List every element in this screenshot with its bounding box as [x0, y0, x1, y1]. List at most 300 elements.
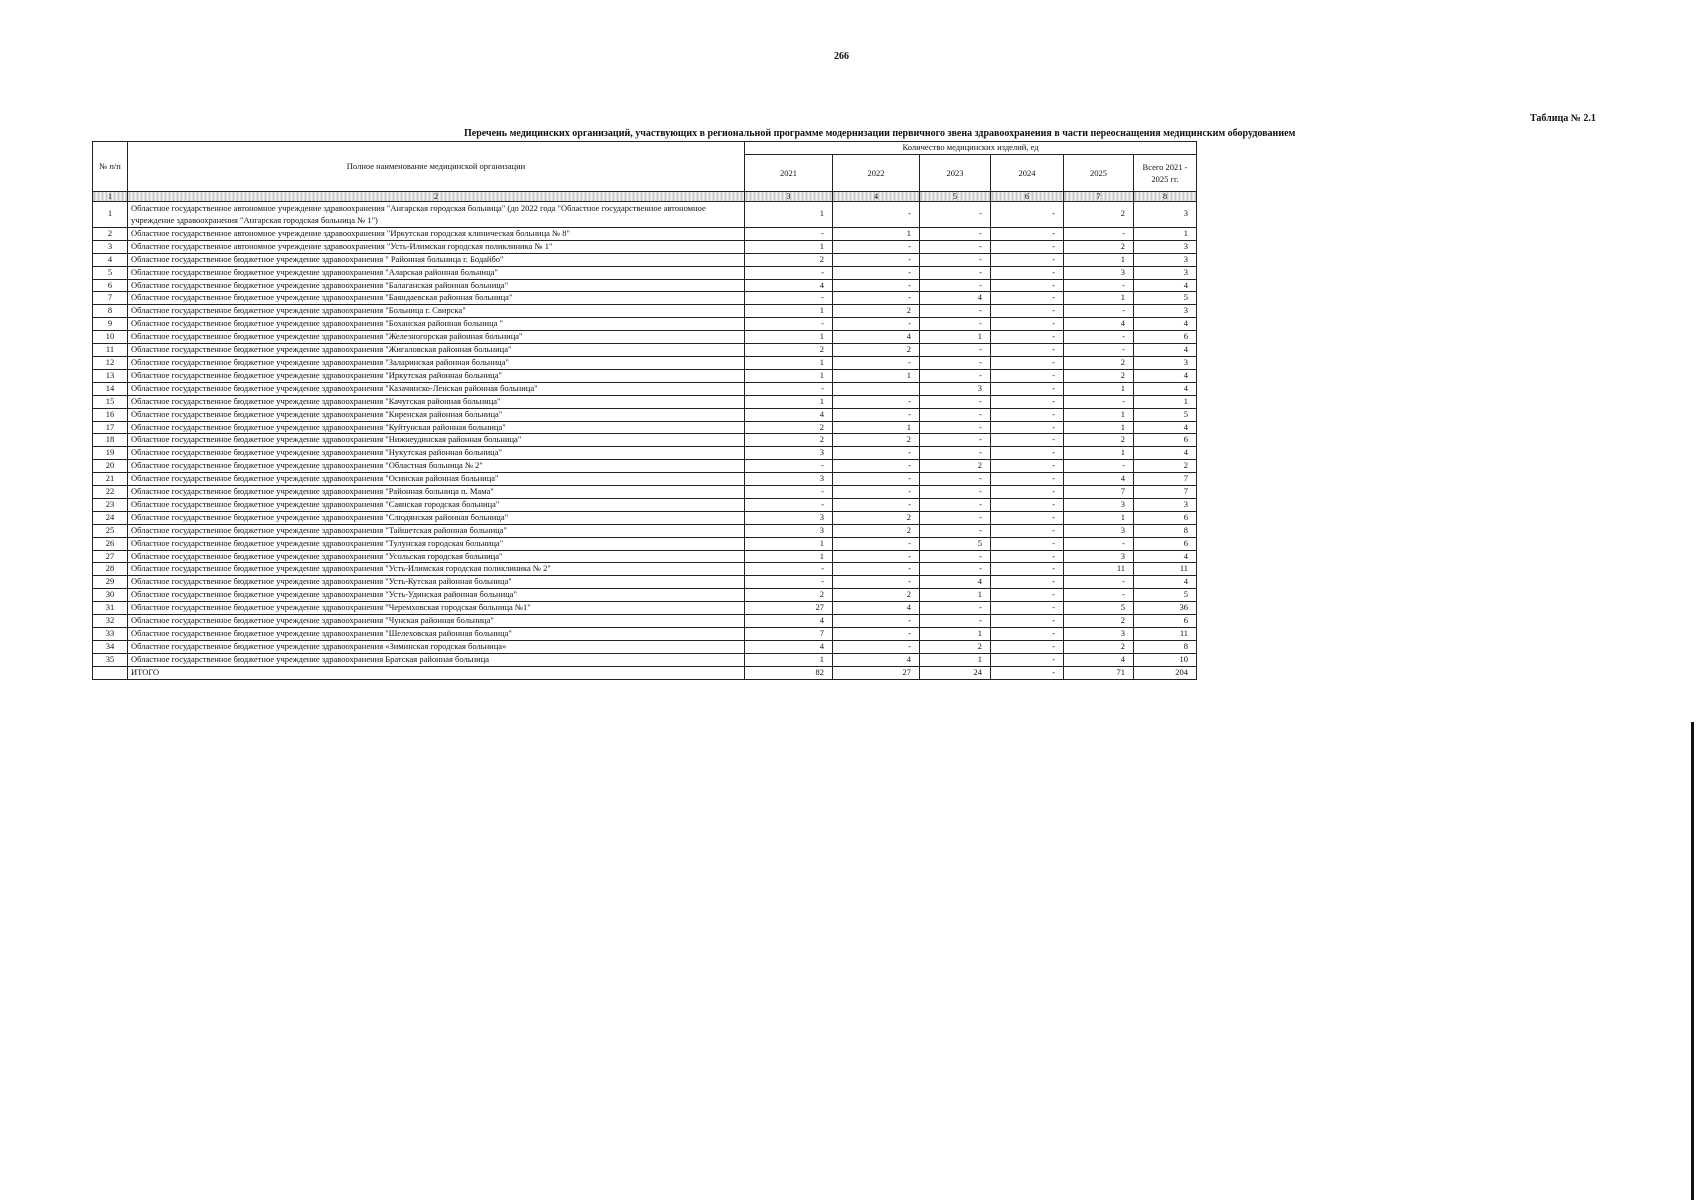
quantity-cell: 3: [1134, 240, 1197, 253]
table-row: [93, 331, 1197, 344]
row-number: 1: [93, 201, 128, 227]
quantity-cell: 1: [833, 421, 920, 434]
quantity-cell: 3: [745, 511, 833, 524]
total-value: 204: [1134, 666, 1197, 679]
quantity-cell: -: [920, 421, 991, 434]
table-row: [93, 589, 1197, 602]
quantity-cell: -: [745, 576, 833, 589]
quantity-cell: 3: [1064, 628, 1134, 641]
quantity-cell: -: [833, 240, 920, 253]
quantity-cell: 4: [920, 292, 991, 305]
quantity-cell: -: [991, 615, 1064, 628]
quantity-cell: 2: [1064, 434, 1134, 447]
total-value: 82: [745, 666, 833, 679]
quantity-cell: 2: [1064, 356, 1134, 369]
table-row: [93, 447, 1197, 460]
row-number: 29: [93, 576, 128, 589]
organization-name: Областное государственное бюджетное учреждение здравоохранения " Районная больница г. Бодайбо": [128, 253, 745, 266]
row-number: 5: [93, 266, 128, 279]
organization-name: Областное государственное бюджетное учреждение здравоохранения "Тулунская городская больница": [128, 537, 745, 550]
quantity-cell: 3: [1064, 550, 1134, 563]
quantity-cell: -: [833, 640, 920, 653]
total-row: [93, 666, 1197, 679]
quantity-cell: 5: [1134, 408, 1197, 421]
quantity-cell: -: [920, 498, 991, 511]
quantity-cell: -: [991, 498, 1064, 511]
quantity-cell: -: [745, 292, 833, 305]
quantity-cell: -: [991, 240, 1064, 253]
table-row: [93, 640, 1197, 653]
quantity-cell: -: [1064, 305, 1134, 318]
quantity-cell: -: [1064, 537, 1134, 550]
header-year: 2022: [833, 154, 920, 191]
table-row: [93, 227, 1197, 240]
quantity-cell: -: [920, 486, 991, 499]
organization-name: Областное государственное бюджетное учреждение здравоохранения "Иркутская районная больница": [128, 369, 745, 382]
quantity-cell: 1: [745, 537, 833, 550]
quantity-cell: 10: [1134, 653, 1197, 666]
row-number: 34: [93, 640, 128, 653]
organization-name: Областное государственное бюджетное учреждение здравоохранения «Зиминская городская больница»: [128, 640, 745, 653]
quantity-cell: 2: [1064, 240, 1134, 253]
quantity-cell: -: [991, 628, 1064, 641]
table-row: [93, 382, 1197, 395]
quantity-cell: 11: [1134, 563, 1197, 576]
quantity-cell: 4: [1064, 318, 1134, 331]
quantity-cell: -: [991, 408, 1064, 421]
header-year: 2023: [920, 154, 991, 191]
table-row: [93, 279, 1197, 292]
quantity-cell: -: [920, 318, 991, 331]
quantity-cell: -: [745, 227, 833, 240]
quantity-cell: 6: [1134, 615, 1197, 628]
quantity-cell: 2: [1064, 615, 1134, 628]
quantity-cell: -: [991, 227, 1064, 240]
row-number: 12: [93, 356, 128, 369]
quantity-cell: 2: [920, 640, 991, 653]
table-row: [93, 356, 1197, 369]
quantity-cell: 4: [745, 615, 833, 628]
table-row: [93, 511, 1197, 524]
quantity-cell: -: [833, 460, 920, 473]
quantity-cell: -: [991, 318, 1064, 331]
column-index: 2: [128, 191, 745, 201]
organization-name: Областное государственное бюджетное учреждение здравоохранения "Шелеховская районная больница": [128, 628, 745, 641]
quantity-cell: -: [833, 395, 920, 408]
table-row: [93, 615, 1197, 628]
organization-name: Областное государственное бюджетное учреждение здравоохранения "Осинская районная больница": [128, 473, 745, 486]
total-num-cell: [93, 666, 128, 679]
table-row: [93, 201, 1197, 227]
quantity-cell: -: [920, 240, 991, 253]
quantity-cell: 1: [1134, 227, 1197, 240]
row-number: 24: [93, 511, 128, 524]
row-number: 18: [93, 434, 128, 447]
quantity-cell: 1: [920, 589, 991, 602]
organization-name: Областное государственное бюджетное учреждение здравоохранения "Железногорская районная больница": [128, 331, 745, 344]
quantity-cell: -: [991, 537, 1064, 550]
row-number: 11: [93, 344, 128, 357]
quantity-cell: 2: [833, 344, 920, 357]
quantity-cell: 3: [1134, 356, 1197, 369]
quantity-cell: -: [920, 602, 991, 615]
organization-name: Областное государственное бюджетное учреждение здравоохранения "Усть-Кутская районная больница": [128, 576, 745, 589]
quantity-cell: -: [991, 292, 1064, 305]
quantity-cell: 5: [1064, 602, 1134, 615]
quantity-cell: -: [991, 344, 1064, 357]
quantity-cell: -: [920, 227, 991, 240]
table-row: [93, 486, 1197, 499]
quantity-cell: 1: [745, 369, 833, 382]
quantity-cell: -: [1064, 395, 1134, 408]
quantity-cell: 4: [833, 602, 920, 615]
quantity-cell: -: [745, 498, 833, 511]
row-number: 10: [93, 331, 128, 344]
quantity-cell: 2: [833, 434, 920, 447]
quantity-cell: -: [833, 292, 920, 305]
quantity-cell: 4: [745, 408, 833, 421]
header-group: Количество медицинских изделий, ед: [745, 142, 1197, 155]
quantity-cell: 4: [1134, 447, 1197, 460]
quantity-cell: 6: [1134, 331, 1197, 344]
organization-name: Областное государственное автономное учреждение здравоохранения "Усть-Илимская городская поликлиника № 1": [128, 240, 745, 253]
total-label: ИТОГО: [128, 666, 745, 679]
organization-name: Областное государственное бюджетное учреждение здравоохранения "Чунская районная больница": [128, 615, 745, 628]
quantity-cell: 5: [1134, 589, 1197, 602]
quantity-cell: 7: [1064, 486, 1134, 499]
quantity-cell: 4: [1134, 382, 1197, 395]
quantity-cell: 1: [1064, 292, 1134, 305]
organization-name: Областное государственное бюджетное учреждение здравоохранения "Нижнеудинская районная больница": [128, 434, 745, 447]
quantity-cell: [833, 382, 920, 395]
quantity-cell: -: [920, 408, 991, 421]
quantity-cell: 2: [920, 460, 991, 473]
quantity-cell: -: [833, 563, 920, 576]
row-number: 26: [93, 537, 128, 550]
quantity-cell: 1: [1134, 395, 1197, 408]
quantity-cell: -: [833, 628, 920, 641]
quantity-cell: 1: [745, 240, 833, 253]
quantity-cell: 2: [833, 589, 920, 602]
quantity-cell: -: [991, 434, 1064, 447]
quantity-cell: -: [745, 382, 833, 395]
quantity-cell: -: [920, 201, 991, 227]
row-number: 27: [93, 550, 128, 563]
quantity-cell: 1: [745, 356, 833, 369]
quantity-cell: -: [920, 473, 991, 486]
quantity-cell: 1: [745, 653, 833, 666]
quantity-cell: -: [1064, 344, 1134, 357]
quantity-cell: -: [745, 563, 833, 576]
table-row: [93, 369, 1197, 382]
quantity-cell: 4: [1134, 344, 1197, 357]
table-row: [93, 460, 1197, 473]
quantity-cell: -: [920, 279, 991, 292]
quantity-cell: 1: [745, 201, 833, 227]
quantity-cell: 3: [745, 447, 833, 460]
quantity-cell: -: [991, 447, 1064, 460]
quantity-cell: 1: [1064, 447, 1134, 460]
quantity-cell: -: [1064, 279, 1134, 292]
organization-name: Областное государственное бюджетное учреждение здравоохранения "Районная больница п. Мама": [128, 486, 745, 499]
quantity-cell: -: [991, 640, 1064, 653]
row-number: 7: [93, 292, 128, 305]
table-row: [93, 240, 1197, 253]
quantity-cell: 1: [1064, 511, 1134, 524]
total-value: 24: [920, 666, 991, 679]
organization-name: Областное государственное бюджетное учреждение здравоохранения "Киренская районная больница": [128, 408, 745, 421]
quantity-cell: 8: [1134, 524, 1197, 537]
quantity-cell: -: [991, 602, 1064, 615]
row-number: 30: [93, 589, 128, 602]
quantity-cell: -: [745, 460, 833, 473]
quantity-cell: -: [833, 473, 920, 486]
quantity-cell: 2: [833, 524, 920, 537]
quantity-cell: -: [991, 382, 1064, 395]
header-year: 2025: [1064, 154, 1134, 191]
table-row: [93, 395, 1197, 408]
quantity-cell: -: [991, 511, 1064, 524]
organization-name: Областное государственное бюджетное учреждение здравоохранения "Слюдянская районная больница": [128, 511, 745, 524]
quantity-cell: -: [833, 447, 920, 460]
quantity-cell: 4: [1134, 550, 1197, 563]
quantity-cell: -: [991, 253, 1064, 266]
quantity-cell: -: [833, 253, 920, 266]
quantity-cell: -: [991, 305, 1064, 318]
quantity-cell: -: [920, 563, 991, 576]
row-number: 19: [93, 447, 128, 460]
table-row: [93, 344, 1197, 357]
quantity-cell: -: [1064, 589, 1134, 602]
header-year: 2021: [745, 154, 833, 191]
table-row: [93, 305, 1197, 318]
quantity-cell: 27: [745, 602, 833, 615]
quantity-cell: -: [920, 253, 991, 266]
quantity-cell: -: [920, 511, 991, 524]
organization-name: Областное государственное бюджетное учреждение здравоохранения "Тайшетская районная больница": [128, 524, 745, 537]
column-index: 1: [93, 191, 128, 201]
scan-edge-mark: [1691, 722, 1694, 1200]
quantity-cell: 3: [1134, 253, 1197, 266]
quantity-cell: -: [833, 576, 920, 589]
table-row: [93, 653, 1197, 666]
table-row: [93, 524, 1197, 537]
table-row: [93, 550, 1197, 563]
quantity-cell: 6: [1134, 511, 1197, 524]
quantity-cell: -: [920, 550, 991, 563]
row-number: 32: [93, 615, 128, 628]
organization-name: Областное государственное бюджетное учреждение здравоохранения "Качугская районная больница": [128, 395, 745, 408]
quantity-cell: -: [991, 201, 1064, 227]
quantity-cell: 1: [745, 305, 833, 318]
organization-name: Областное государственное бюджетное учреждение здравоохранения "Жигаловская районная больница": [128, 344, 745, 357]
row-number: 16: [93, 408, 128, 421]
quantity-cell: -: [991, 589, 1064, 602]
quantity-cell: 4: [1064, 473, 1134, 486]
table-title: Перечень медицинских организаций, участвующих в региональной программе модернизации первичного звена здравоохранения в части переоснащения медицинским оборудованием: [464, 128, 1296, 139]
total-value: 27: [833, 666, 920, 679]
table-row: [93, 318, 1197, 331]
quantity-cell: 3: [1134, 305, 1197, 318]
quantity-cell: 2: [1064, 369, 1134, 382]
quantity-cell: -: [991, 331, 1064, 344]
quantity-cell: -: [991, 266, 1064, 279]
table-row: [93, 628, 1197, 641]
header-name: Полное наименование медицинской организации: [128, 142, 745, 192]
table-row: [93, 498, 1197, 511]
quantity-cell: 2: [1064, 201, 1134, 227]
quantity-cell: -: [991, 524, 1064, 537]
quantity-cell: -: [833, 408, 920, 421]
organization-name: Областное государственное бюджетное учреждение здравоохранения "Аларская районная больница": [128, 266, 745, 279]
column-index: 7: [1064, 191, 1134, 201]
organization-name: Областное государственное бюджетное учреждение здравоохранения "Черемховская городская больница №1": [128, 602, 745, 615]
quantity-cell: 4: [1134, 576, 1197, 589]
quantity-cell: -: [991, 576, 1064, 589]
table-row: [93, 602, 1197, 615]
row-number: 22: [93, 486, 128, 499]
quantity-cell: 3: [1064, 498, 1134, 511]
row-number: 25: [93, 524, 128, 537]
table-row: [93, 253, 1197, 266]
quantity-cell: 1: [1064, 421, 1134, 434]
quantity-cell: -: [1064, 331, 1134, 344]
quantity-cell: 1: [1064, 382, 1134, 395]
quantity-cell: -: [991, 550, 1064, 563]
quantity-cell: -: [991, 460, 1064, 473]
quantity-cell: 2: [745, 421, 833, 434]
quantity-cell: -: [920, 266, 991, 279]
quantity-cell: 2: [745, 344, 833, 357]
quantity-cell: 1: [1064, 408, 1134, 421]
quantity-cell: 2: [833, 305, 920, 318]
organization-name: Областное государственное бюджетное учреждение здравоохранения "Саянская городская больница": [128, 498, 745, 511]
quantity-cell: -: [833, 318, 920, 331]
quantity-cell: 7: [1134, 486, 1197, 499]
quantity-cell: 4: [1064, 653, 1134, 666]
quantity-cell: 2: [833, 511, 920, 524]
quantity-cell: 2: [745, 589, 833, 602]
organization-name: Областное государственное бюджетное учреждение здравоохранения "Больница г. Свирска": [128, 305, 745, 318]
quantity-cell: 3: [1064, 266, 1134, 279]
quantity-cell: -: [991, 395, 1064, 408]
quantity-cell: -: [745, 318, 833, 331]
quantity-cell: 2: [745, 434, 833, 447]
organization-name: Областное государственное бюджетное учреждение здравоохранения "Усольская городская больница": [128, 550, 745, 563]
row-number: 8: [93, 305, 128, 318]
quantity-cell: 4: [920, 576, 991, 589]
quantity-cell: 3: [745, 524, 833, 537]
row-number: 4: [93, 253, 128, 266]
quantity-cell: -: [920, 434, 991, 447]
quantity-cell: 4: [1134, 369, 1197, 382]
quantity-cell: 1: [745, 550, 833, 563]
table-row: [93, 434, 1197, 447]
quantity-cell: 3: [920, 382, 991, 395]
organization-name: Областное государственное бюджетное учреждение здравоохранения "Усть-Удинская районная больница": [128, 589, 745, 602]
table-row: [93, 421, 1197, 434]
quantity-cell: 4: [833, 653, 920, 666]
row-number: 3: [93, 240, 128, 253]
organization-name: Областное государственное бюджетное учреждение здравоохранения Братская районная больница: [128, 653, 745, 666]
quantity-cell: 1: [833, 369, 920, 382]
quantity-cell: -: [833, 550, 920, 563]
row-number: 2: [93, 227, 128, 240]
quantity-cell: -: [920, 356, 991, 369]
quantity-cell: -: [1064, 460, 1134, 473]
quantity-cell: 8: [1134, 640, 1197, 653]
quantity-cell: 3: [1134, 266, 1197, 279]
quantity-cell: 1: [1064, 253, 1134, 266]
organization-name: Областное государственное бюджетное учреждение здравоохранения "Казачинско-Ленская районная больница": [128, 382, 745, 395]
organization-name: Областное государственное автономное учреждение здравоохранения "Ангарская городская больница" (до 2022 года "Областное государственное автономное учреждение здравоохранения "Ангарская городская больница № 1"): [128, 201, 745, 227]
quantity-cell: 4: [1134, 318, 1197, 331]
quantity-cell: -: [920, 524, 991, 537]
organization-name: Областное государственное бюджетное учреждение здравоохранения "Заларинская районная больница": [128, 356, 745, 369]
quantity-cell: 2: [745, 253, 833, 266]
quantity-cell: 7: [1134, 473, 1197, 486]
quantity-cell: -: [991, 369, 1064, 382]
quantity-cell: 1: [745, 331, 833, 344]
quantity-cell: -: [991, 563, 1064, 576]
quantity-cell: 1: [745, 395, 833, 408]
quantity-cell: 4: [745, 279, 833, 292]
total-value: -: [991, 666, 1064, 679]
row-number: 14: [93, 382, 128, 395]
organization-name: Областное государственное бюджетное учреждение здравоохранения "Усть-Илимская городская поликлиника № 2": [128, 563, 745, 576]
quantity-cell: 3: [1064, 524, 1134, 537]
row-number: 31: [93, 602, 128, 615]
quantity-cell: 3: [1134, 498, 1197, 511]
quantity-cell: -: [833, 486, 920, 499]
quantity-cell: -: [920, 395, 991, 408]
table-row: [93, 576, 1197, 589]
organization-name: Областное государственное автономное учреждение здравоохранения "Иркутская городская клиническая больница № 8": [128, 227, 745, 240]
quantity-cell: 1: [920, 653, 991, 666]
row-number: 20: [93, 460, 128, 473]
column-index: 3: [745, 191, 833, 201]
quantity-cell: 4: [1134, 421, 1197, 434]
row-number: 35: [93, 653, 128, 666]
table-label: Таблица № 2.1: [1530, 113, 1596, 124]
quantity-cell: -: [920, 447, 991, 460]
quantity-cell: -: [991, 473, 1064, 486]
table-row: [93, 292, 1197, 305]
quantity-cell: 5: [1134, 292, 1197, 305]
quantity-cell: 4: [745, 640, 833, 653]
row-number: 9: [93, 318, 128, 331]
table-body: [93, 201, 1197, 679]
quantity-cell: 2: [1064, 640, 1134, 653]
quantity-cell: -: [833, 356, 920, 369]
quantity-cell: -: [920, 305, 991, 318]
quantity-cell: -: [991, 279, 1064, 292]
quantity-cell: -: [920, 344, 991, 357]
quantity-cell: 6: [1134, 434, 1197, 447]
quantity-cell: 2: [1134, 460, 1197, 473]
quantity-cell: -: [833, 279, 920, 292]
quantity-cell: -: [991, 356, 1064, 369]
organization-name: Областное государственное бюджетное учреждение здравоохранения "Областная больница № 2": [128, 460, 745, 473]
organization-name: Областное государственное бюджетное учреждение здравоохранения "Балаганская районная больница": [128, 279, 745, 292]
quantity-cell: 3: [1134, 201, 1197, 227]
header-total: Всего 2021 - 2025 гг.: [1134, 154, 1197, 191]
quantity-cell: -: [920, 369, 991, 382]
row-number: 6: [93, 279, 128, 292]
column-index: 5: [920, 191, 991, 201]
row-number: 33: [93, 628, 128, 641]
header-year: 2024: [991, 154, 1064, 191]
